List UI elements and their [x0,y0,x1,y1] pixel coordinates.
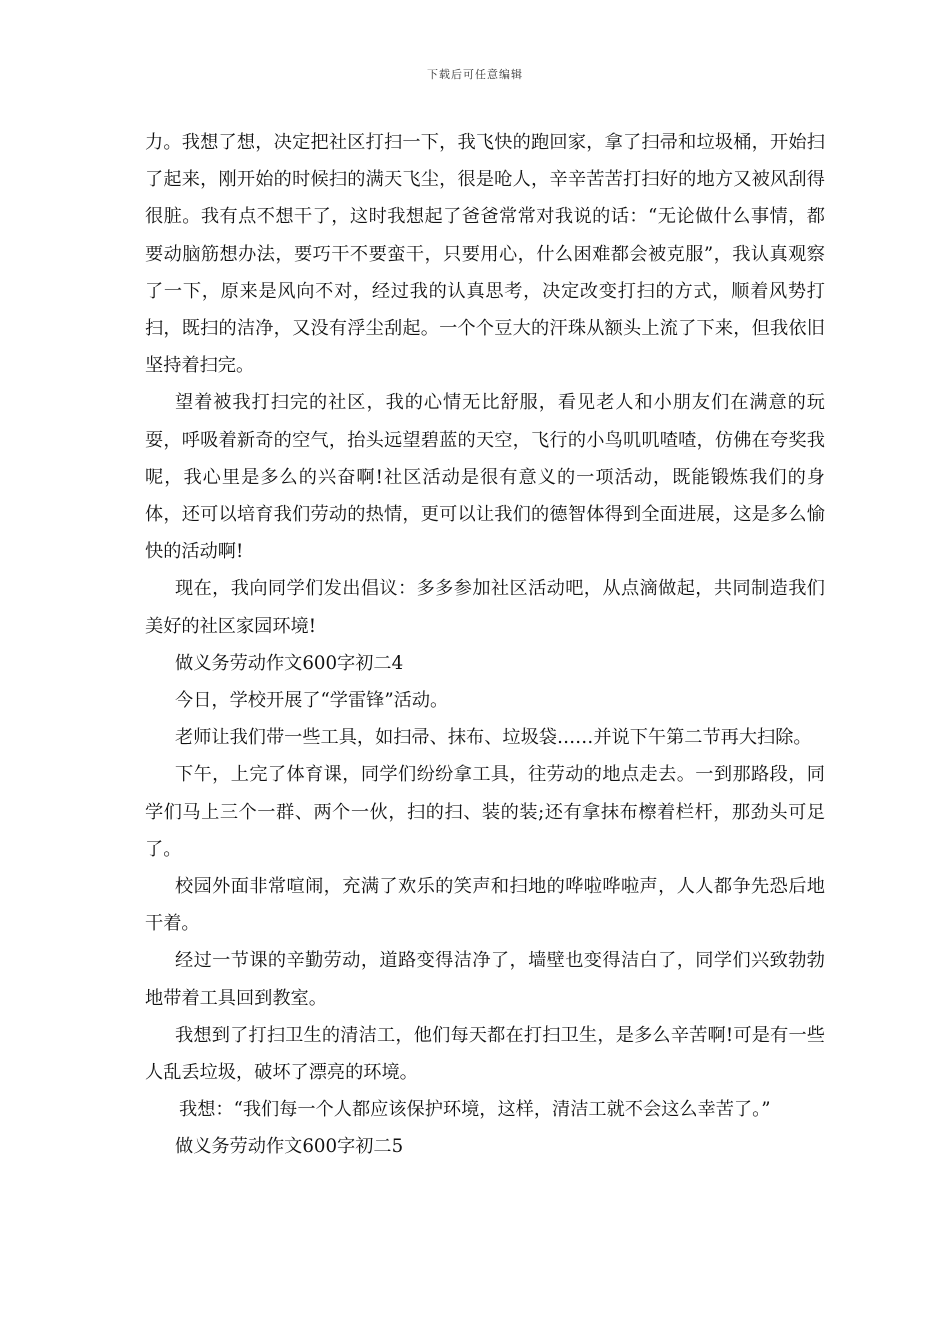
section-heading: 做义务劳动作文600字初二4 [175,652,404,674]
page-header-note: 下载后可任意编辑 [427,68,523,81]
paragraph: 老师让我们带一些工具，如扫帚、抹布、垃圾袋……并说下午第二节再大扫除。 [175,727,812,749]
document-body [145,124,825,1166]
paragraph: 我想到了打扫卫生的清洁工，他们每天都在打扫卫生，是多么辛苦啊!可是有一些人乱丢垃圾，破坏了漂亮的环境。 [145,1024,825,1084]
paragraph: 望着被我打扫完的社区，我的心情无比舒服，看见老人和小朋友们在满意的玩耍，呼吸着新奇的空气，抬头远望碧蓝的天空，飞行的小鸟叽叽喳喳，仿佛在夸奖我呢，我心里是多么的兴奋啊!社区活动是很有意义的一项活动，既能锻炼我们的身体，还可以培育我们劳动的热情，更可以让我们的德智体得到全面进展，这是多么愉快的活动啊! [145,392,825,563]
section-heading: 做义务劳动作文600字初二5 [175,1136,404,1158]
paragraph: 校园外面非常喧闹，充满了欢乐的笑声和扫地的哗啦哗啦声，人人都争先恐后地干着。 [145,876,825,935]
paragraph: 力。我想了想，决定把社区打扫一下，我飞快的跑回家，拿了扫帚和垃圾桶，开始扫了起来，刚开始的时候扫的满天飞尘，很是呛人，辛辛苦苦打扫好的地方又被风刮得很脏。我有点不想干了，这时我想起了爸爸常常对我说的话：“无论做什么事情，都要动脑筋想办法，要巧干不要蛮干，只要用心，什么困难都会被克服”，我认真观察了一下，原来是风向不对，经过我的认真思考，决定改变打扫的方式，顺着风势打扫，既扫的洁净，又没有浮尘刮起。一个个豆大的汗珠从额头上流了下来，但我依旧坚持着扫完。 [145,132,825,377]
paragraph: 经过一节课的辛勤劳动，道路变得洁净了，墙壁也变得洁白了，同学们兴致勃勃地带着工具回到教室。 [145,950,825,1009]
paragraph: 今日，学校开展了“学雷锋”活动。 [175,690,449,712]
paragraph: 我想：“我们每一个人都应该保护环境，这样，清洁工就不会这么幸苦了。” [179,1099,771,1121]
paragraph: 现在，我向同学们发出倡议：多多参加社区活动吧，从点滴做起，共同制造我们美好的社区家园环境! [145,578,825,637]
paragraph: 下午，上完了体育课，同学们纷纷拿工具，往劳动的地点走去。一到那路段，同学们马上三个一群、两个一伙，扫的扫、装的装;还有拿抹布檫着栏杆，那劲头可足了。 [145,764,825,860]
